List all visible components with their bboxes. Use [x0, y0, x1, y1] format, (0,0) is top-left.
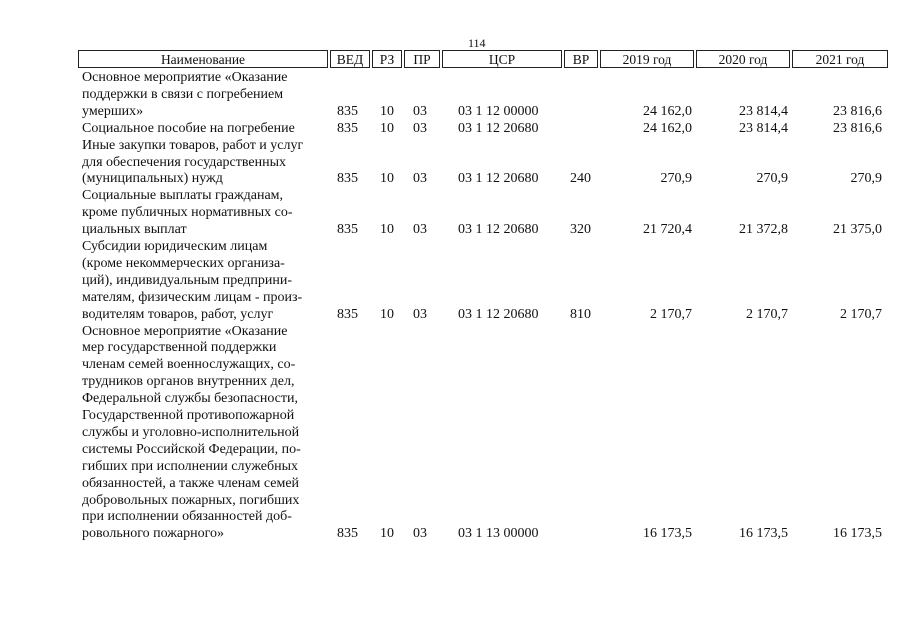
cell-2020: 23 814,4 [739, 120, 788, 136]
cell-vr: 810 [570, 306, 591, 322]
cell-rz: 10 [380, 120, 394, 136]
header-csr: ЦСР [442, 50, 562, 68]
header-2021: 2021 год [792, 50, 888, 68]
cell-2021: 16 173,5 [833, 526, 882, 542]
cell-rz: 10 [380, 526, 394, 542]
header-2019: 2019 год [600, 50, 694, 68]
row-name: Основное мероприятие «Оказание мер государственной поддержки членам семей военнослужащих, со- трудников органов внутренних дел, Федеральной службы безопасности, Государственной противопожарной службы и уголовно-исполнительной системы Российской Федерации, по- гибших при исполнении служебных обязанностей, а также членам семей добровольных пожарных, погибших при исполнении обязанностей доб- ровольного пожарного» [82, 323, 301, 542]
cell-2020: 2 170,7 [746, 306, 788, 322]
cell-vr: 240 [570, 171, 591, 187]
row-name: Иные закупки товаров, работ и услуг для обеспечения государственных (муниципальных) нужд [82, 137, 304, 187]
cell-rz: 10 [380, 222, 394, 238]
cell-csr: 03 1 12 20680 [458, 171, 539, 187]
cell-2020: 16 173,5 [739, 526, 788, 542]
cell-csr: 03 1 12 20680 [458, 222, 539, 238]
page-number: 114 [468, 36, 486, 50]
header-2020: 2020 год [696, 50, 790, 68]
cell-2019: 24 162,0 [643, 120, 692, 136]
header-rz: РЗ [372, 50, 402, 68]
cell-csr: 03 1 12 20680 [458, 120, 539, 136]
cell-rz: 10 [380, 306, 394, 322]
cell-2020: 270,9 [756, 171, 788, 187]
row-name: Социальное пособие на погребение [82, 120, 295, 136]
cell-2019: 21 720,4 [643, 222, 692, 238]
cell-pr: 03 [413, 222, 427, 238]
cell-2021: 23 816,6 [833, 103, 882, 119]
cell-2019: 16 173,5 [643, 526, 692, 542]
header-pr: ПР [404, 50, 440, 68]
row-name: Субсидии юридическим лицам (кроме некоммерческих организа- ций), индивидуальным предприни- мателям, физическим лицам - произ- водителям товаров, работ, услуг [82, 239, 303, 322]
cell-pr: 03 [413, 103, 427, 119]
row-name: Социальные выплаты гражданам, кроме публичных нормативных со- циальных выплат [82, 188, 293, 238]
cell-2020: 21 372,8 [739, 222, 788, 238]
cell-2019: 2 170,7 [650, 306, 692, 322]
cell-csr: 03 1 12 20680 [458, 306, 539, 322]
cell-ved: 835 [337, 120, 358, 136]
cell-2021: 2 170,7 [840, 306, 882, 322]
header-ved: ВЕД [330, 50, 370, 68]
table-header [78, 50, 890, 70]
cell-2019: 270,9 [660, 171, 692, 187]
cell-vr: 320 [570, 222, 591, 238]
cell-2021: 23 816,6 [833, 120, 882, 136]
cell-2019: 24 162,0 [643, 103, 692, 119]
cell-ved: 835 [337, 222, 358, 238]
cell-csr: 03 1 13 00000 [458, 526, 539, 542]
cell-rz: 10 [380, 171, 394, 187]
cell-ved: 835 [337, 103, 358, 119]
cell-ved: 835 [337, 526, 358, 542]
cell-2021: 270,9 [850, 171, 882, 187]
cell-2021: 21 375,0 [833, 222, 882, 238]
cell-rz: 10 [380, 103, 394, 119]
cell-pr: 03 [413, 171, 427, 187]
cell-pr: 03 [413, 306, 427, 322]
row-name: Основное мероприятие «Оказание поддержки в связи с погребением умерших» [82, 70, 288, 119]
cell-2020: 23 814,4 [739, 103, 788, 119]
cell-ved: 835 [337, 306, 358, 322]
header-vr: ВР [564, 50, 598, 68]
cell-pr: 03 [413, 526, 427, 542]
cell-ved: 835 [337, 171, 358, 187]
header-name: Наименование [78, 50, 328, 68]
cell-pr: 03 [413, 120, 427, 136]
cell-csr: 03 1 12 00000 [458, 103, 539, 119]
